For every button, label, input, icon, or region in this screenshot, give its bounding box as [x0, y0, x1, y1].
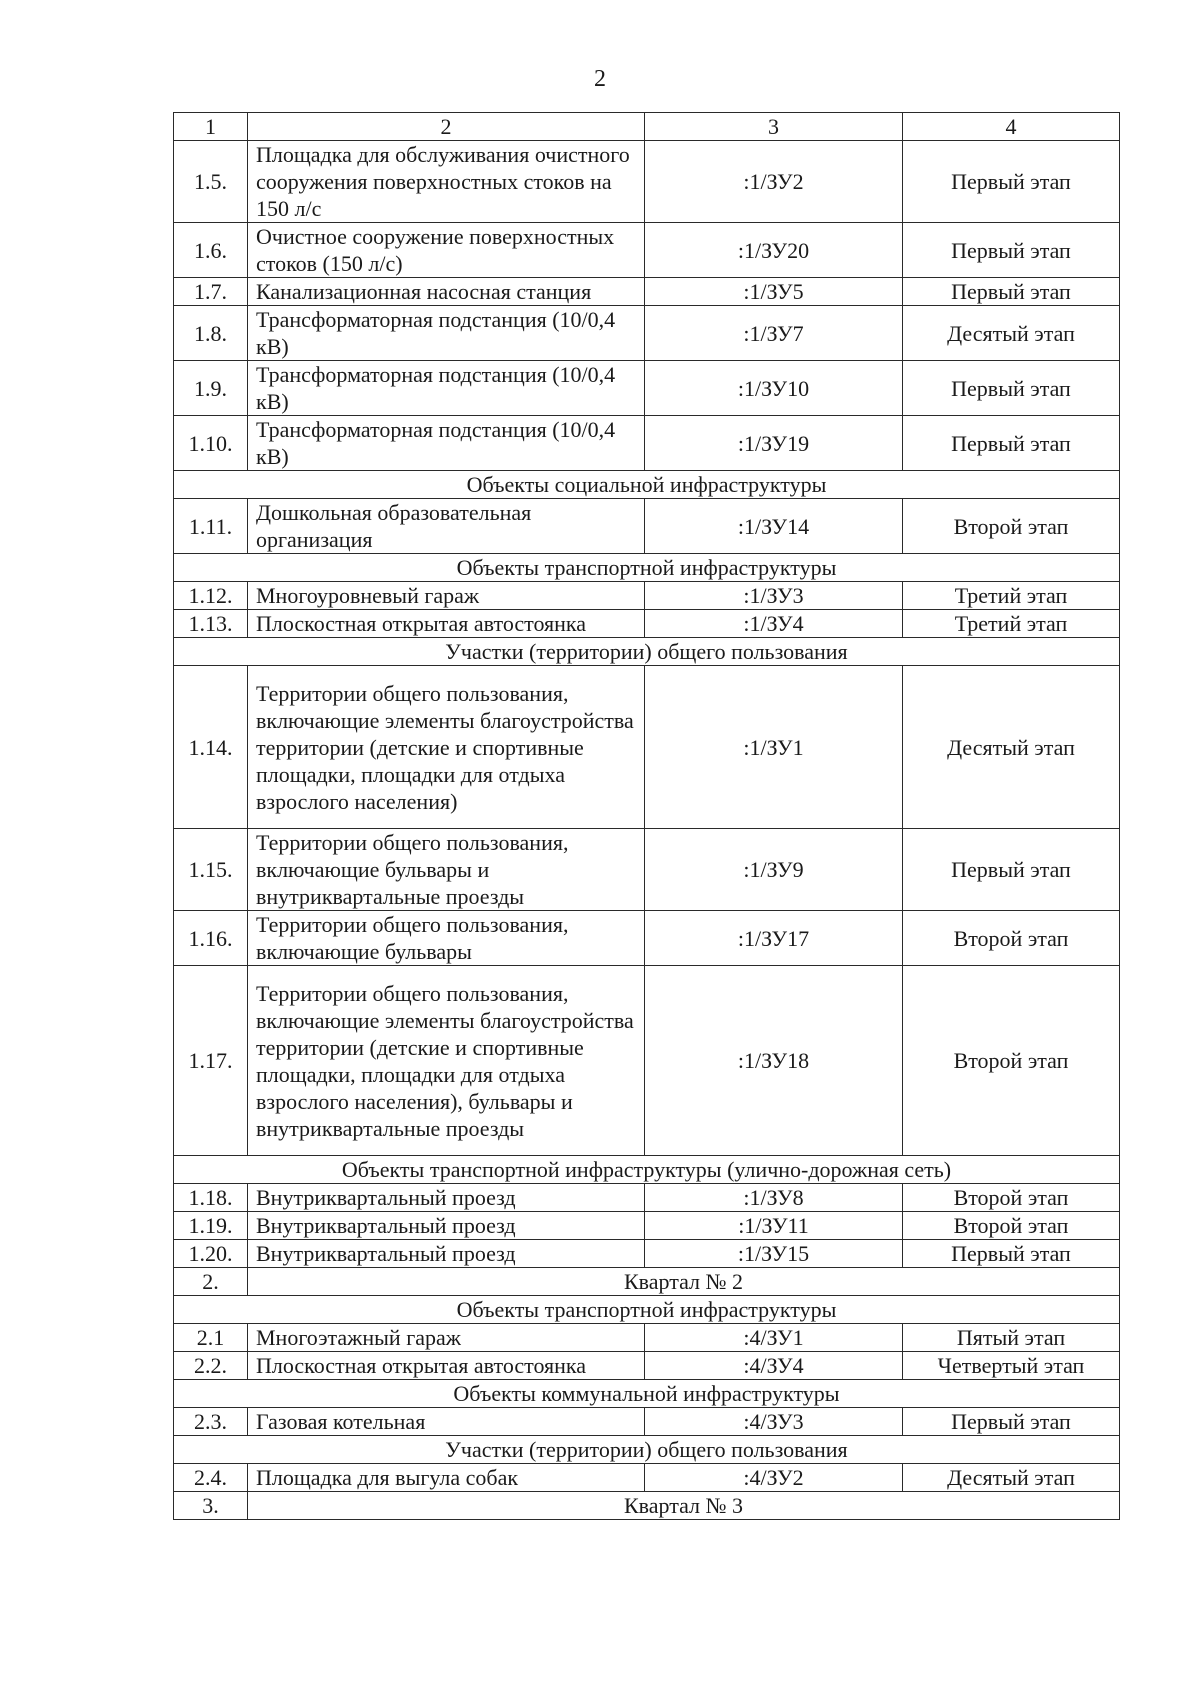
construction-stage: Первый этап [903, 829, 1120, 911]
row-number: 1.9. [174, 361, 248, 416]
table-row [174, 416, 1120, 471]
header-col-4: 4 [903, 113, 1120, 141]
page-number: 2 [594, 66, 606, 92]
table-row [174, 911, 1120, 966]
construction-stage: Первый этап [903, 223, 1120, 278]
object-name: Дошкольная образовательная организация [248, 499, 645, 554]
construction-stage: Третий этап [903, 610, 1120, 638]
section-title: Объекты транспортной инфраструктуры [174, 554, 1120, 582]
construction-stage: Второй этап [903, 911, 1120, 966]
table-row [174, 1184, 1120, 1212]
table-row [174, 666, 1120, 829]
construction-stage: Первый этап [903, 361, 1120, 416]
object-name: Трансформаторная подстанция (10/0,4 кВ) [248, 416, 645, 471]
section-header-row [174, 1380, 1120, 1408]
table-row [174, 1352, 1120, 1380]
quarter-title: Квартал № 3 [248, 1492, 1120, 1520]
land-plot-id: :4/ЗУ3 [645, 1408, 903, 1436]
row-number: 1.8. [174, 306, 248, 361]
land-plot-id: :1/ЗУ8 [645, 1184, 903, 1212]
object-name: Территории общего пользования, включающие бульвары и внутриквартальные проезды [248, 829, 645, 911]
row-number: 1.16. [174, 911, 248, 966]
table-row [174, 223, 1120, 278]
section-header-row [174, 1296, 1120, 1324]
table-row [174, 499, 1120, 554]
header-col-3: 3 [645, 113, 903, 141]
object-name: Площадка для обслуживания очистного сооружения поверхностных стоков на 150 л/с [248, 141, 645, 223]
land-plot-id: :1/ЗУ1 [645, 666, 903, 829]
table-body [174, 113, 1120, 1520]
land-plot-id: :1/ЗУ20 [645, 223, 903, 278]
land-plot-id: :4/ЗУ1 [645, 1324, 903, 1352]
object-name: Площадка для выгула собак [248, 1464, 645, 1492]
construction-stage: Десятый этап [903, 1464, 1120, 1492]
construction-stage: Первый этап [903, 1408, 1120, 1436]
table-row [174, 610, 1120, 638]
section-title: Участки (территории) общего пользования [174, 1436, 1120, 1464]
table-row [174, 966, 1120, 1156]
object-name: Территории общего пользования, включающие элементы благоустройства территории (детские и спортивные площадки, площадки для отдыха взрослого населения), бульвары и внутриквартальные проезды [248, 966, 645, 1156]
land-plot-id: :1/ЗУ2 [645, 141, 903, 223]
object-name: Плоскостная открытая автостоянка [248, 610, 645, 638]
construction-stage: Четвертый этап [903, 1352, 1120, 1380]
header-col-1: 1 [174, 113, 248, 141]
object-name: Территории общего пользования, включающие элементы благоустройства территории (детские и спортивные площадки, площадки для отдыха взрослого населения) [248, 666, 645, 829]
row-number: 1.17. [174, 966, 248, 1156]
row-number: 1.19. [174, 1212, 248, 1240]
row-number: 1.14. [174, 666, 248, 829]
construction-stage: Первый этап [903, 416, 1120, 471]
construction-stage: Второй этап [903, 1212, 1120, 1240]
section-title: Объекты коммунальной инфраструктуры [174, 1380, 1120, 1408]
section-header-row [174, 638, 1120, 666]
object-name: Многоэтажный гараж [248, 1324, 645, 1352]
row-number: 2.2. [174, 1352, 248, 1380]
land-plot-id: :4/ЗУ2 [645, 1464, 903, 1492]
land-plot-id: :1/ЗУ7 [645, 306, 903, 361]
table-row [174, 306, 1120, 361]
land-plot-id: :1/ЗУ17 [645, 911, 903, 966]
row-number: 1.11. [174, 499, 248, 554]
land-plot-id: :1/ЗУ5 [645, 278, 903, 306]
table-row [174, 141, 1120, 223]
construction-stage: Первый этап [903, 141, 1120, 223]
construction-stage: Второй этап [903, 966, 1120, 1156]
section-title: Объекты социальной инфраструктуры [174, 471, 1120, 499]
land-plot-id: :1/ЗУ9 [645, 829, 903, 911]
object-name: Плоскостная открытая автостоянка [248, 1352, 645, 1380]
land-plot-id: :1/ЗУ15 [645, 1240, 903, 1268]
row-number: 1.10. [174, 416, 248, 471]
section-header-row [174, 554, 1120, 582]
object-name: Канализационная насосная станция [248, 278, 645, 306]
quarter-row [174, 1492, 1120, 1520]
header-col-2: 2 [248, 113, 645, 141]
header-row [174, 113, 1120, 141]
construction-stage: Второй этап [903, 499, 1120, 554]
section-title: Объекты транспортной инфраструктуры [174, 1296, 1120, 1324]
land-plot-id: :1/ЗУ3 [645, 582, 903, 610]
table-row [174, 278, 1120, 306]
land-plot-id: :1/ЗУ4 [645, 610, 903, 638]
row-number: 2.4. [174, 1464, 248, 1492]
table-row [174, 361, 1120, 416]
construction-stage: Третий этап [903, 582, 1120, 610]
construction-stage: Второй этап [903, 1184, 1120, 1212]
object-name: Внутриквартальный проезд [248, 1184, 645, 1212]
table-row [174, 1408, 1120, 1436]
land-plot-id: :1/ЗУ11 [645, 1212, 903, 1240]
object-name: Внутриквартальный проезд [248, 1240, 645, 1268]
section-header-row [174, 1436, 1120, 1464]
row-number: 2.3. [174, 1408, 248, 1436]
row-number: 1.15. [174, 829, 248, 911]
table-row [174, 582, 1120, 610]
object-name: Внутриквартальный проезд [248, 1212, 645, 1240]
object-name: Трансформаторная подстанция (10/0,4 кВ) [248, 306, 645, 361]
section-title: Участки (территории) общего пользования [174, 638, 1120, 666]
row-number: 1.6. [174, 223, 248, 278]
object-name: Многоуровневый гараж [248, 582, 645, 610]
land-plot-id: :1/ЗУ14 [645, 499, 903, 554]
object-name: Очистное сооружение поверхностных стоков (150 л/с) [248, 223, 645, 278]
row-number: 1.13. [174, 610, 248, 638]
land-plot-id: :4/ЗУ4 [645, 1352, 903, 1380]
quarter-row [174, 1268, 1120, 1296]
construction-stage: Десятый этап [903, 306, 1120, 361]
object-name: Территории общего пользования, включающие бульвары [248, 911, 645, 966]
row-number: 1.20. [174, 1240, 248, 1268]
table-row [174, 829, 1120, 911]
quarter-number: 2. [174, 1268, 248, 1296]
table-row [174, 1240, 1120, 1268]
construction-stage: Первый этап [903, 1240, 1120, 1268]
section-header-row [174, 471, 1120, 499]
land-plot-id: :1/ЗУ18 [645, 966, 903, 1156]
object-name: Трансформаторная подстанция (10/0,4 кВ) [248, 361, 645, 416]
section-title: Объекты транспортной инфраструктуры (улично-дорожная сеть) [174, 1156, 1120, 1184]
row-number: 1.12. [174, 582, 248, 610]
land-plot-id: :1/ЗУ10 [645, 361, 903, 416]
quarter-title: Квартал № 2 [248, 1268, 1120, 1296]
object-name: Газовая котельная [248, 1408, 645, 1436]
land-plot-id: :1/ЗУ19 [645, 416, 903, 471]
row-number: 1.18. [174, 1184, 248, 1212]
construction-stage: Десятый этап [903, 666, 1120, 829]
row-number: 2.1 [174, 1324, 248, 1352]
construction-stage: Первый этап [903, 278, 1120, 306]
table-row [174, 1464, 1120, 1492]
quarter-number: 3. [174, 1492, 248, 1520]
construction-stage: Пятый этап [903, 1324, 1120, 1352]
row-number: 1.5. [174, 141, 248, 223]
table-row [174, 1324, 1120, 1352]
land-plots-table [173, 112, 1120, 1520]
row-number: 1.7. [174, 278, 248, 306]
section-header-row [174, 1156, 1120, 1184]
table-row [174, 1212, 1120, 1240]
